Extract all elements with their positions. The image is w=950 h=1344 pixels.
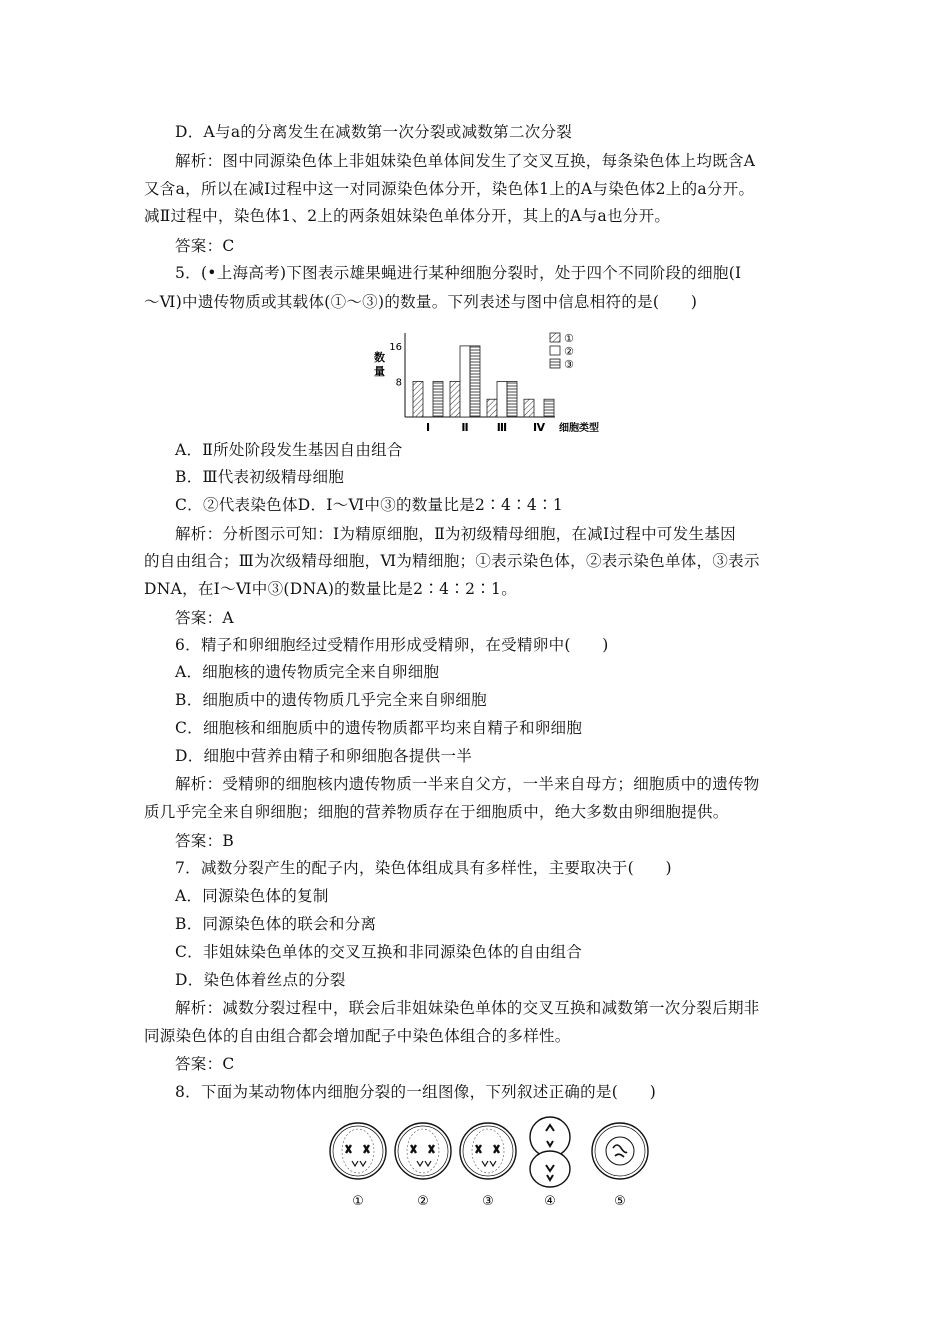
text-line: C．细胞核和细胞质中的遗传物质都平均来自精子和卵细胞: [175, 719, 583, 737]
bar-chart: [360, 325, 620, 435]
bar-1-3: [433, 381, 443, 417]
text-line: B．Ⅲ代表初级精母细胞: [175, 468, 345, 486]
text-line: 又含a，所以在减Ⅰ过程中这一对同源染色体分开，染色体1上的A与染色体2上的a分开。: [144, 180, 755, 198]
y-tick-label: 8: [395, 377, 402, 389]
text-line: 7．减数分裂产生的配子内，染色体组成具有多样性，主要取决于( ): [175, 859, 672, 877]
text-line: A．细胞核的遗传物质完全来自卵细胞: [175, 663, 440, 681]
cell-label: ⑤: [614, 1194, 626, 1209]
text-line: B．细胞质中的遗传物质几乎完全来自卵细胞: [175, 691, 487, 709]
text-line: 6．精子和卵细胞经过受精作用形成受精卵，在受精卵中( ): [175, 636, 609, 654]
y-axis-label: 数: [374, 351, 385, 364]
text-line: B．同源染色体的联会和分离: [175, 915, 377, 933]
text-line: A．Ⅱ所处阶段发生基因自由组合: [175, 441, 403, 459]
bar-2-2: [460, 346, 470, 417]
text-line: ～Ⅵ)中遗传物质或其载体(①～③)的数量。下列表述与图中信息相符的是( ): [144, 293, 698, 311]
text-line: 8．下面为某动物体内细胞分裂的一组图像，下列叙述正确的是( ): [175, 1083, 657, 1101]
text-line: 解析：图中同源染色体上非姐妹染色单体间发生了交叉互换，每条染色体上均既含A: [175, 152, 756, 170]
legend-label: ③: [564, 358, 574, 371]
bar-3-1: [487, 399, 497, 417]
text-line: D．细胞中营养由精子和卵细胞各提供一半: [175, 747, 473, 765]
text-line: 减Ⅱ过程中，染色体1、2上的两条姐妹染色单体分开，其上的A与a也分开。: [144, 207, 671, 225]
cell-division-figure: [318, 1115, 658, 1210]
text-line: 同源染色体的自由组合都会增加配子中染色体组合的多样性。: [144, 1027, 571, 1045]
bar-4-3: [544, 399, 554, 417]
text-line: 5．(•上海高考)下图表示雄果蝇进行某种细胞分裂时，处于四个不同阶段的细胞(Ⅰ: [175, 264, 742, 282]
text-line: 答案：C: [175, 237, 235, 255]
text-line: 的自由组合；Ⅲ为次级精母细胞，Ⅵ为精细胞；①表示染色体，②表示染色单体，③表示: [144, 552, 760, 570]
text-line: D．A与a的分离发生在减数第一次分裂或减数第二次分裂: [175, 123, 573, 141]
text-line: D．染色体着丝点的分裂: [175, 971, 346, 989]
nucleus: [606, 1137, 634, 1165]
cell-label: ③: [482, 1194, 494, 1209]
bar-4-1: [524, 399, 534, 417]
text-line: 质几乎完全来自卵细胞；细胞的营养物质存在于细胞质中，绝大多数由卵细胞提供。: [144, 803, 729, 821]
legend-swatch: [550, 359, 560, 368]
x-tick-label: Ⅲ: [496, 421, 508, 434]
x-tick-label: Ⅰ: [425, 421, 431, 434]
text-line: 答案：A: [175, 609, 234, 627]
cell-outline: [395, 1123, 451, 1179]
x-tick-label: Ⅱ: [461, 421, 469, 434]
bar-2-3: [470, 346, 480, 417]
y-axis-label: 量: [374, 365, 385, 378]
cell-outline: [460, 1123, 516, 1179]
bar-1-1: [413, 381, 423, 417]
cell-label: ④: [544, 1194, 556, 1209]
text-line: 解析：受精卵的细胞核内遗传物质一半来自父方，一半来自母方；细胞质中的遗传物: [175, 775, 760, 793]
bar-3-3: [507, 381, 517, 417]
bar-3-2: [497, 381, 507, 417]
text-line: 解析：减数分裂过程中，联会后非姐妹染色单体的交叉互换和减数第一次分裂后期非: [175, 999, 760, 1017]
legend-swatch: [550, 346, 560, 355]
text-line: 解析：分析图示可知：Ⅰ为精原细胞，Ⅱ为初级精母细胞，在减Ⅰ过程中可发生基因: [175, 525, 736, 543]
text-line: 答案：C: [175, 1055, 235, 1073]
legend-swatch: [550, 333, 560, 342]
y-tick-label: 16: [389, 341, 402, 353]
cell-label: ①: [352, 1194, 364, 1209]
text-line: C．②代表染色体D．Ⅰ～Ⅵ中③的数量比是2∶4∶4∶1: [175, 496, 564, 514]
x-tick-label: Ⅳ: [532, 421, 546, 434]
text-line: 答案：B: [175, 832, 235, 850]
text-line: C．非姐妹染色单体的交叉互换和非同源染色体的自由组合: [175, 943, 583, 961]
cell-outline: [330, 1123, 386, 1179]
legend-label: ①: [564, 332, 574, 345]
legend-label: ②: [564, 345, 574, 358]
bar-2-1: [450, 381, 460, 417]
x-axis-label: 细胞类型: [559, 423, 599, 434]
text-line: A．同源染色体的复制: [175, 887, 329, 905]
text-line: DNA，在Ⅰ～Ⅵ中③(DNA)的数量比是2∶4∶2∶1。: [144, 580, 518, 598]
cell-label: ②: [417, 1194, 429, 1209]
